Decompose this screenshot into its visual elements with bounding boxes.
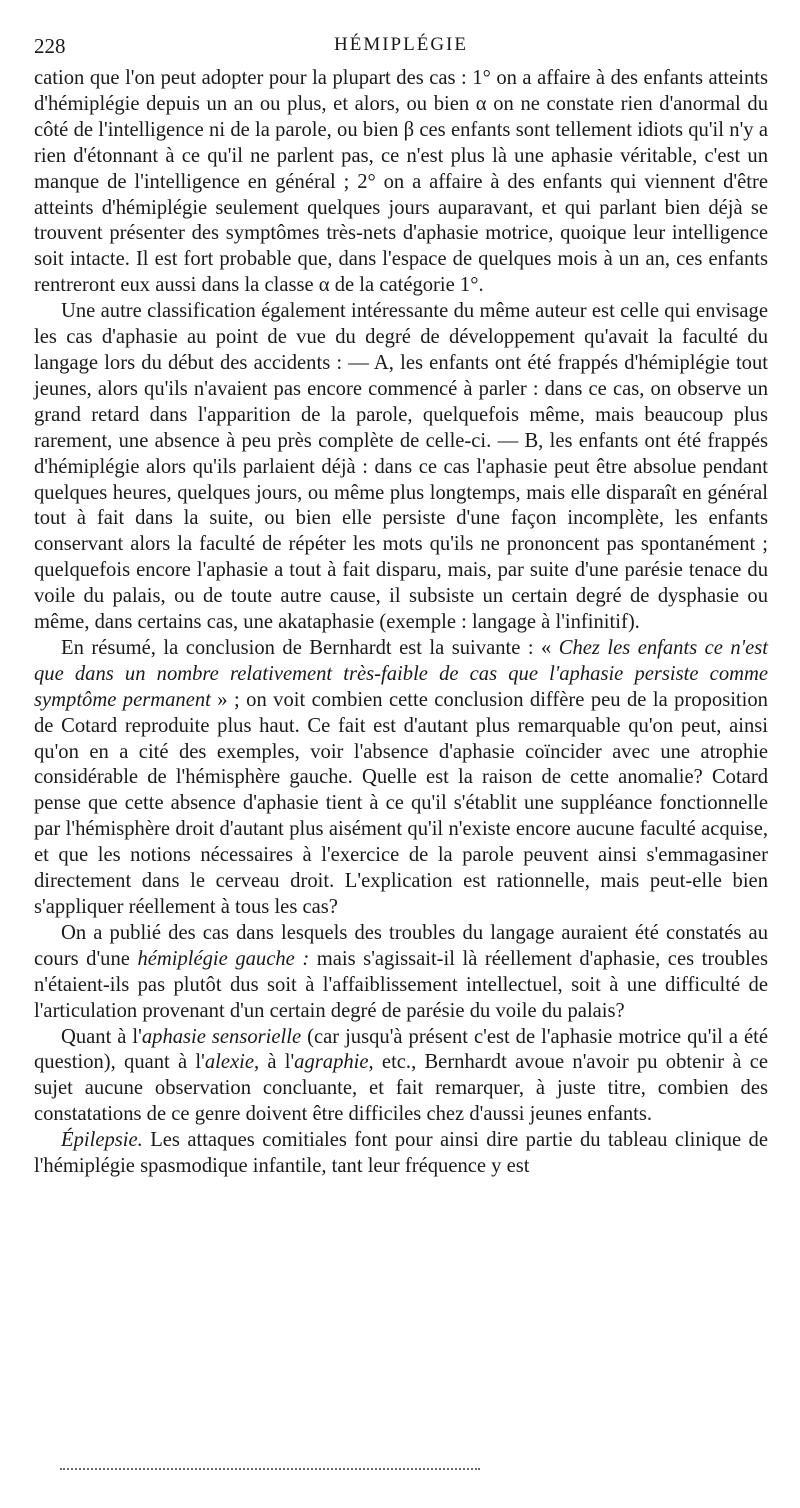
page-number: 228 — [34, 34, 66, 58]
italic-text: agraphie — [294, 1051, 369, 1074]
text-run: mais s'agissait-il là réellement d'aphasie, ces troubles n'étaient-ils pas plutôt dus soit à l'affaiblissement intellectuel, soit à une difficulté de l'articulation provenant d'un certain degré de parésie du voile du palais? — [34, 947, 768, 1022]
paragraph — [34, 921, 768, 1025]
italic-text: Épilepsie. — [61, 1129, 143, 1152]
paragraph — [34, 1128, 768, 1180]
italic-text: alexie — [204, 1051, 254, 1074]
page-header — [34, 34, 768, 60]
italic-text: Chez les enfants ce n'est que dans un nombre relativement très-faible de cas que l'aphasie persiste comme symptôme permanent — [34, 636, 768, 711]
text-run: En résumé, la conclusion de Bernhardt est la suivante : « — [61, 636, 559, 659]
text-run: Les attaques comitiales font pour ainsi dire partie du tableau clinique de l'hémiplégie spasmodique infantile, tant leur fréquence y est — [34, 1129, 768, 1178]
italic-text: hémiplégie gauche : — [137, 947, 310, 970]
paragraph — [34, 636, 768, 921]
footer-rule — [60, 1468, 480, 1470]
running-title: HÉMIPLÉGIE — [334, 34, 468, 55]
text-run: Quant à l' — [61, 1025, 142, 1048]
text-run: On a publié des cas dans lesquels des troubles du langage auraient été constatés au cours d'une — [34, 921, 768, 970]
paragraph — [34, 1025, 768, 1129]
text-run: , etc., Bernhardt avoue n'avoir pu obtenir à ce sujet aucune observation concluante, et fait remarquer, à juste titre, combien des constatations de ce genre doivent être difficiles chez d'aussi jeunes enfants. — [34, 1051, 769, 1126]
text-run: , à l' — [253, 1051, 295, 1074]
text-run: Une autre classification également intéressante du même auteur est celle qui envisage les cas d'aphasie au point de vue du degré de développement qu'avait la faculté du langage lors du début des accidents : — A, les enfants ont été frappés d'hémiplégie tout jeunes, alors qu'ils n'avaient pas encore commencé à parler : dans ce cas, on observe un grand retard dans l'apparition de la parole, quelquefois même, mais beaucoup plus rarement, une absence à peu près complète de celle-ci. — B, les enfants ont été frappés d'hémiplégie alors qu'ils parlaient déjà : dans ce cas l'aphasie peut être absolue pendant quelques heures, quelques jours, ou même plus longtemps, mais elle disparaît en général tout à fait dans la suite, ou bien elle persiste d'une façon incomplète, les enfants conservant alors la faculté de répéter les mots qu'ils ne prononcent pas spontanément ; quelquefois encore l'aphasie a tout à fait disparu, mais, par suite d'une parésie tenace du voile du palais, ou de toute autre cause, il subsiste un certain degré de dysphasie ou même, dans certains cas, une akataphasie (exemple : langage à l'infinitif). — [34, 300, 768, 634]
text-run: (car jusqu'à présent c'est de l'aphasie motrice qu'il a été question), quant à l' — [34, 1025, 768, 1074]
body-text — [34, 66, 768, 1180]
text-run: cation que l'on peut adopter pour la plupart des cas : 1° on a affaire à des enfants atteints d'hémiplégie depuis un an ou plus, et alors, ou bien α on ne constate rien d'anormal du côté de l'intelligence ni de la parole, ou bien β ces enfants sont tellement idiots qu'il n'y a rien d'étonnant à ce qu'il ne parlent pas, ce n'est plus là une aphasie véritable, c'est un manque de l'intelligence en général ; 2° on a affaire à des enfants qui viennent d'être atteints d'hémiplégie seulement quelques jours auparavant, et qui parlant bien déjà se trouvent présenter des symptômes très-nets d'aphasie motrice, quoique leur intelligence soit intacte. Il est fort probable que, dans l'espace de quelques mois à un an, ces enfants rentreront eux aussi dans la classe α de la catégorie 1°. — [34, 67, 768, 297]
text-run: » ; on voit combien cette conclusion diffère peu de la proposition de Cotard reproduite plus haut. Ce fait est d'autant plus remarquable qu'on peut, ainsi qu'on en a cité des exemples, voir l'absence d'aphasie coïncider avec une atrophie considérable de l'hémisphère gauche. Quelle est la raison de cette anomalie? Cotard pense que cette absence d'aphasie tient à ce qu'il s'établit une suppléance fonctionnelle par l'hémisphère droit d'autant plus aisément qu'il n'existe encore aucune faculté acquise, et que les notions nécessaires à l'exercice de la parole peuvent ainsi s'emmagasiner directement dans le cerveau droit. L'explication est rationnelle, mais peut-elle bien s'appliquer réellement à tous les cas? — [34, 688, 768, 918]
paragraph — [34, 299, 768, 636]
paragraph — [34, 66, 768, 299]
italic-text: aphasie sensorielle — [141, 1025, 302, 1048]
